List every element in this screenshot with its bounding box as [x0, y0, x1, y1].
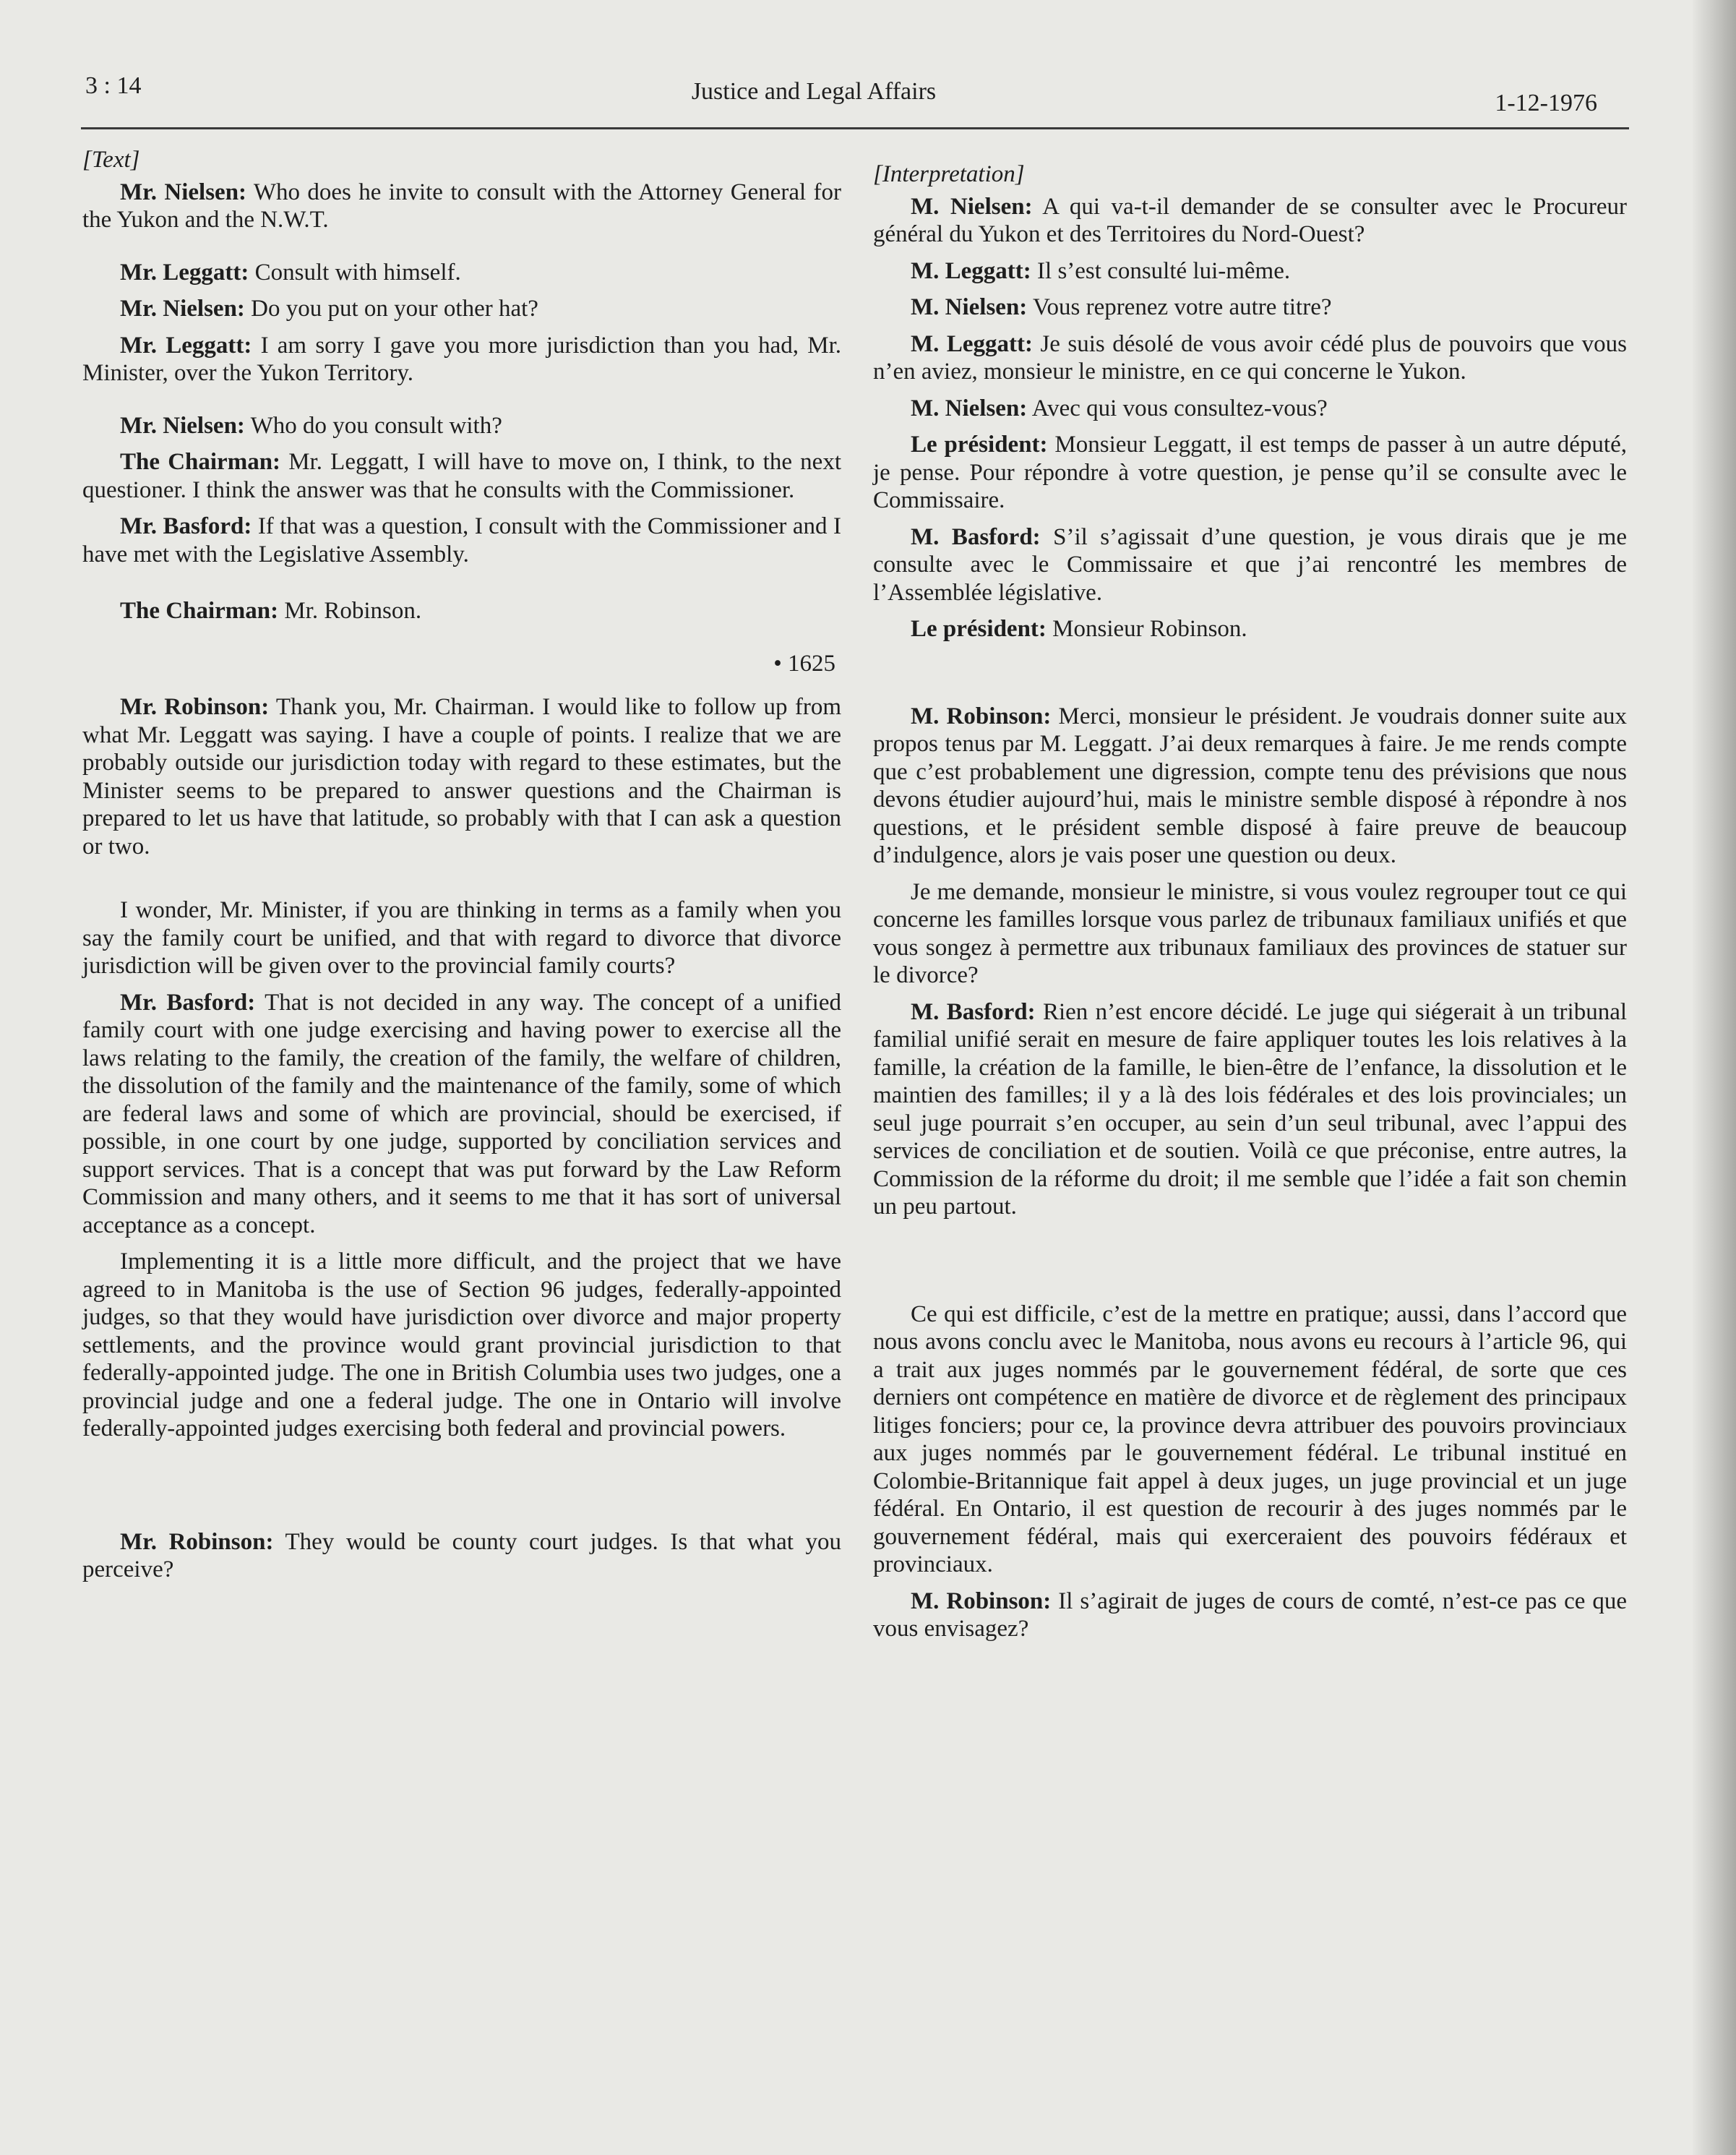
- section-label: [Text]: [82, 147, 140, 173]
- paragraph-text: S’il s’agissait d’une question, je vous dirais que je me consulte avec le Commissaire et que j’ai rencontré les membres de l’Assemblée législative.: [873, 523, 1627, 606]
- english-column: [82, 146, 841, 1584]
- paragraph-text: Vous reprenez votre autre titre?: [1032, 294, 1332, 320]
- paragraph-text: Who does he invite to consult with the Attorney General for the Yukon and the N.W.T.: [82, 179, 841, 233]
- french-column: [873, 160, 1627, 1643]
- speaker: M. Nielsen:: [911, 193, 1033, 220]
- time-marker: • 1625: [773, 650, 835, 677]
- speaker: Mr. Basford:: [120, 989, 256, 1016]
- speaker: Mr. Nielsen:: [120, 412, 245, 439]
- page-title: Justice and Legal Affairs: [691, 78, 937, 105]
- binding-shadow: [1693, 0, 1736, 2155]
- paragraph-text: Je suis désolé de vous avoir cédé plus de pouvoirs que vous n’en aviez, monsieur le ministre, en ce qui concerne le Yukon.: [873, 330, 1628, 385]
- paragraph-text: Mr. Robinson.: [284, 598, 422, 624]
- paragraph: [82, 896, 841, 980]
- speaker: Mr. Robinson:: [120, 1528, 274, 1555]
- speaker: Mr. Robinson:: [120, 694, 270, 720]
- paragraph: [82, 332, 841, 387]
- speaker: Mr. Nielsen:: [120, 179, 247, 205]
- section-label-text: Text: [91, 147, 131, 173]
- paragraph-text: I am sorry I gave you more jurisdiction than you had, Mr. Minister, over the Yukon Territory.: [82, 332, 841, 386]
- paragraph: [82, 1528, 841, 1584]
- paragraph-text: Rien n’est encore décidé. Le juge qui siégerait à un tribunal familial unifié serait en mesure de faire appliquer toutes les lois relatives à la famille, la création de la famille, le bien-être de l’enfance, la dissolution et le maintien des familles; il y a là des lois fédérales et des lois provinciales; un seul juge pourrait s’en occuper, au sein d’un seul tribunal, avec l’appui des services de conciliation et de soutien. Voilà ce que préconise, entre autres, la Commission de la réforme du droit; il me semble que l’idée a fait son chemin un peu partout.: [873, 998, 1628, 1220]
- speaker: Le président:: [911, 616, 1047, 642]
- paragraph-text: I wonder, Mr. Minister, if you are thinking in terms as a family when you say the family court be unified, and that with regard to divorce that divorce jurisdiction will be given over to the provincial family courts?: [82, 897, 841, 979]
- paragraph-text: Thank you, Mr. Chairman. I would like to follow up from what Mr. Leggatt was saying. I have a couple of points. I realize that we are probably outside our jurisdiction today with regard to these estimates, but the Minister seems to be prepared to answer questions and the Chairman is prepared to let us have that latitude, so probably with that I can ask a question or two.: [82, 694, 841, 860]
- paragraph: [82, 597, 841, 625]
- paragraph-text: That is not decided in any way. The concept of a unified family court with one judge exercising and having power to exercise all the laws relating to the family, the creation of the family, the welfare of children, the dissolution of the family and the maintenance of the family, some of which are federal laws and some of which are provincial, should be exercised, if possible, in one court by one judge, supported by conciliation services and support services. That is a concept that was put forward by the Law Reform Commission and many others, and it seems to me that it has sort of universal acceptance as a concept.: [82, 989, 842, 1238]
- paragraph-text: Who do you consult with?: [250, 412, 502, 439]
- paragraph-text: Consult with himself.: [254, 259, 461, 286]
- paragraph-text: Mr. Leggatt, I will have to move on, I think, to the next questioner. I think the answer was that he consults with the Commissioner.: [82, 449, 841, 503]
- speaker: M. Basford:: [911, 998, 1036, 1025]
- page-number: 3 : 14: [85, 72, 142, 99]
- page-date: 1-12-1976: [1495, 90, 1597, 116]
- paragraph: [873, 1301, 1627, 1579]
- paragraph: [873, 703, 1627, 870]
- paragraph: [873, 523, 1627, 607]
- paragraph-text: Implementing it is a little more difficult, and the project that we have agreed to in Manitoba is the use of Section 96 judges, federally-appointed judges, so that they would have jurisdiction over divorce and major property settlements, and the province would grant provincial jurisdiction to that federally-appointed judge. The one in British Columbia uses two judges, one a provincial judge and one a federal judge. The one in Ontario will involve federally-appointed judges exercising both federal and provincial powers.: [82, 1248, 841, 1441]
- paragraph: [82, 412, 841, 440]
- paragraph-text: Il s’agirait de juges de cours de comté, n’est-ce pas ce que vous envisagez?: [873, 1588, 1627, 1642]
- speaker: Mr. Nielsen:: [120, 296, 245, 322]
- speaker: The Chairman:: [120, 449, 281, 475]
- speaker: Le président:: [911, 432, 1048, 458]
- paragraph-text: Avec qui vous consultez-vous?: [1031, 395, 1328, 421]
- paragraph: [873, 431, 1627, 515]
- speaker: The Chairman:: [120, 598, 279, 624]
- paragraph: [82, 179, 841, 234]
- paragraph-text: If that was a question, I consult with the Commissioner and I have met with the Legislative Assembly.: [82, 513, 841, 567]
- paragraph: [82, 448, 841, 504]
- paragraph-text: A qui va-t-il demander de se consulter avec le Procureur général du Yukon et des Territoires du Nord-Ouest?: [873, 193, 1627, 247]
- speaker: M. Leggatt:: [911, 330, 1033, 357]
- paragraph-text: Monsieur Leggatt, il est temps de passer à un autre député, je pense. Pour répondre à votre question, je pense qu’il se consulte avec le Commissaire.: [873, 432, 1627, 513]
- speaker: Mr. Leggatt:: [120, 332, 252, 359]
- speaker: M. Basford:: [911, 523, 1041, 550]
- section-label-text: Interpretation: [882, 161, 1015, 187]
- speaker: M. Leggatt:: [911, 257, 1031, 284]
- paragraph: [873, 1588, 1627, 1643]
- paragraph-text: Do you put on your other hat?: [251, 296, 538, 322]
- paragraph: [82, 259, 841, 287]
- paragraph: [82, 295, 841, 323]
- header-rule: [81, 127, 1629, 129]
- paragraph: [82, 693, 841, 860]
- section-label: [Interpretation]: [873, 161, 1025, 187]
- paragraph-text: Je me demande, monsieur le ministre, si vous voulez regrouper tout ce qui concerne les familles lorsque vous parlez de tribunaux familiaux unifiés et que vous songez à permettre aux tribunaux familiaux des provinces de statuer sur le divorce?: [873, 878, 1627, 988]
- paragraph: [82, 1248, 841, 1443]
- paragraph-text: Monsieur Robinson.: [1052, 616, 1247, 642]
- paragraph: [82, 513, 841, 568]
- paragraph: [873, 395, 1627, 423]
- speaker: M. Robinson:: [911, 1588, 1052, 1614]
- speaker: M. Nielsen:: [911, 395, 1028, 421]
- paragraph-text: Ce qui est difficile, c’est de la mettre en pratique; aussi, dans l’accord que nous avons conclu avec le Manitoba, nous avons eu recours à l’article 96, qui a trait aux juges nommés par le gouvernement fédéral, de sorte que ces derniers ont compétence en matière de divorce et de règlement des principaux litiges fonciers; pour ce, la province devra attribuer des pouvoirs provinciaux aux juges nommés par le gouvernement fédéral. Le tribunal institué en Colombie-Britannique fait appel à deux juges, un juge provincial et un juge fédéral. En Ontario, il est question de recourir à des juges nommés par le gouvernement fédéral, mais qui exerceraient des pouvoirs fédéraux et provinciaux.: [873, 1301, 1627, 1577]
- paragraph: [82, 989, 841, 1240]
- paragraph: [873, 330, 1627, 386]
- speaker: Mr. Basford:: [120, 513, 252, 539]
- paragraph: [873, 998, 1627, 1221]
- paragraph-text: Il s’est consulté lui-même.: [1037, 257, 1291, 284]
- paragraph: [873, 294, 1627, 322]
- paragraph: [873, 257, 1627, 286]
- speaker: M. Robinson:: [911, 703, 1052, 729]
- speaker: M. Nielsen:: [911, 294, 1028, 320]
- paragraph-text: Merci, monsieur le président. Je voudrais donner suite aux propos tenus par M. Leggatt. J’ai deux remarques à faire. Je me rends compte que c’est probablement une digression, compte tenu des prévisions que nous devons étudier aujourd’hui, mais le ministre semble disposé à répondre à nos questions, et le président semble disposé à faire preuve de beaucoup d’indulgence, alors je vais poser une question ou deux.: [873, 703, 1627, 868]
- speaker: Mr. Leggatt:: [120, 259, 249, 286]
- paragraph: [873, 193, 1627, 249]
- paragraph: [873, 615, 1627, 643]
- paragraph: [873, 878, 1627, 990]
- paragraph-text: They would be county court judges. Is that what you perceive?: [82, 1528, 842, 1582]
